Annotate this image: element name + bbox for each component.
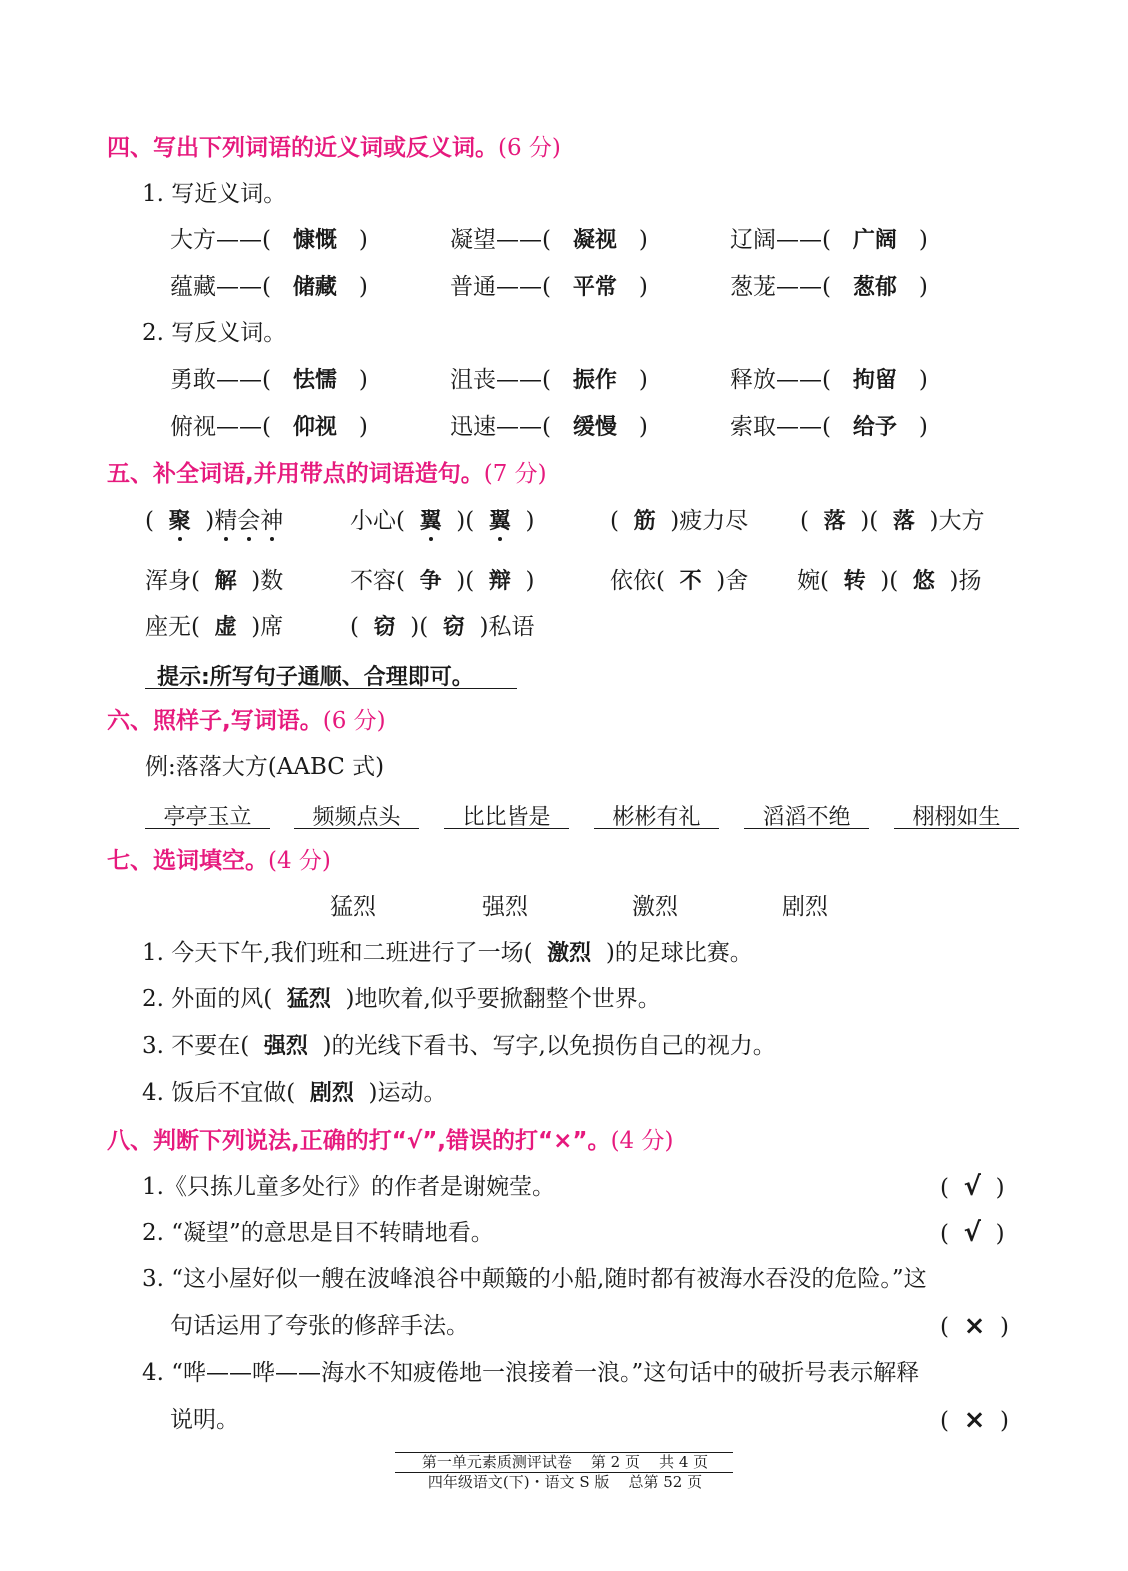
section-5-title: 五、补全词语,并用带点的词语造句。(7 分) (107, 461, 547, 487)
section-4-sub2: 2. 写反义词。 (142, 320, 287, 346)
antonym-item: 迅速——( 缓慢 ) (450, 414, 648, 440)
idiom-item: 浑身( 解 )数 (145, 568, 284, 594)
antonym-item: 沮丧——( 振作 ) (450, 367, 648, 393)
idiom-item: 依依( 不 )舍 (610, 568, 749, 594)
idiom-item: 不容( 争 )( 辩 ) (350, 568, 535, 594)
section-4-sub1: 1. 写近义词。 (142, 181, 287, 207)
judge-mark-1: ( √ ) (940, 1172, 1005, 1202)
answer: 拘留 (852, 368, 897, 393)
word-answer-line: 比比皆是 (444, 800, 569, 829)
idiom-item: ( 落 )( 落 )大方 (800, 508, 985, 534)
fill-question: 2. 外面的风( 猛烈 )地吹着,似乎要掀翻整个世界。 (142, 986, 661, 1012)
antonym-item: 勇敢——( 怯懦 ) (170, 367, 368, 393)
word-answer-line: 亭亭玉立 (145, 800, 270, 829)
word-answer-line: 滔滔不绝 (744, 800, 869, 829)
judge-question-1: 1.《只拣儿童多处行》的作者是谢婉莹。 (142, 1174, 555, 1200)
fill-question: 4. 饭后不宜做( 剧烈 )运动。 (142, 1080, 447, 1106)
synonym-item: 凝望——( 凝视 ) (450, 227, 648, 253)
synonym-item: 葱茏——( 葱郁 ) (730, 274, 928, 300)
idiom-item: 座无( 虚 )席 (145, 614, 284, 640)
choice-word: 强烈 (482, 894, 528, 920)
answer: 猛烈 (286, 987, 331, 1012)
judge-question-4-cont: 说明。 (170, 1407, 239, 1433)
answer: 平常 (572, 275, 617, 300)
judge-question-3: 3. “这小屋好似一艘在波峰浪谷中颠簸的小船,随时都有被海水吞没的危险。”这 (142, 1266, 927, 1292)
word-answer-line: 栩栩如生 (894, 800, 1019, 829)
judge-mark-2: ( √ ) (940, 1218, 1005, 1248)
idiom-item: ( 窃 )( 窃 )私语 (350, 614, 535, 640)
answer: 振作 (572, 368, 617, 393)
answer: 激烈 (547, 941, 592, 966)
synonym-item: 大方——( 慷慨 ) (170, 227, 368, 253)
answer: 剧烈 (309, 1081, 354, 1106)
judge-question-4: 4. “哗——哗——海水不知疲倦地一浪接着一浪。”这句话中的破折号表示解释 (142, 1360, 920, 1386)
word-answer-line: 彬彬有礼 (594, 800, 719, 829)
judge-question-2: 2. “凝望”的意思是目不转睛地看。 (142, 1220, 494, 1246)
section-7-title: 七、选词填空。(4 分) (107, 848, 331, 874)
choice-word: 激烈 (632, 894, 678, 920)
answer: 怯懦 (292, 368, 337, 393)
fill-question: 3. 不要在( 强烈 )的光线下看书、写字,以免损伤自己的视力。 (142, 1033, 776, 1059)
hint-line: 提示:所写句子通顺、合理即可。 (145, 660, 517, 689)
footer-line-1: 第一单元素质测评试卷 第 2 页 共 4 页 (421, 1453, 709, 1471)
answer: 缓慢 (572, 415, 617, 440)
synonym-item: 辽阔——( 广阔 ) (730, 227, 928, 253)
example-text: 例:落落大方(AABC 式) (145, 754, 385, 780)
idiom-item: 小心( 翼 )( 翼 ) (350, 508, 535, 534)
answer: 给予 (852, 415, 897, 440)
synonym-item: 普通——( 平常 ) (450, 274, 648, 300)
antonym-item: 释放——( 拘留 ) (730, 367, 928, 393)
word-answer-line: 频频点头 (294, 800, 419, 829)
footer-line-2: 四年级语文(下)・语文 S 版 总第 52 页 (427, 1473, 703, 1491)
idiom-item: ( 筋 )疲力尽 (610, 508, 749, 534)
answer: 储藏 (292, 275, 337, 300)
section-4-title: 四、写出下列词语的近义词或反义词。(6 分) (107, 135, 561, 161)
judge-mark-3: ( × ) (940, 1311, 1010, 1341)
judge-question-3-cont: 句话运用了夸张的修辞手法。 (170, 1313, 469, 1339)
choice-word: 猛烈 (330, 894, 376, 920)
judge-mark-4: ( × ) (940, 1405, 1010, 1435)
section-6-title: 六、照样子,写词语。(6 分) (107, 708, 386, 734)
answer: 葱郁 (852, 275, 897, 300)
answer: 广阔 (852, 228, 897, 253)
antonym-item: 索取——( 给予 ) (730, 414, 928, 440)
synonym-item: 蕴藏——( 储藏 ) (170, 274, 368, 300)
answer: 慷慨 (292, 228, 337, 253)
antonym-item: 俯视——( 仰视 ) (170, 414, 368, 440)
answer: 凝视 (572, 228, 617, 253)
answer: 强烈 (263, 1034, 308, 1059)
idiom-item: ( 聚 )精会神 (145, 508, 284, 534)
fill-question: 1. 今天下午,我们班和二班进行了一场( 激烈 )的足球比赛。 (142, 940, 753, 966)
idiom-item: 婉( 转 )( 悠 )扬 (797, 568, 982, 594)
section-8-title: 八、判断下列说法,正确的打“√”,错误的打“×”。(4 分) (107, 1128, 674, 1154)
choice-word: 剧烈 (782, 894, 828, 920)
answer: 仰视 (292, 415, 337, 440)
